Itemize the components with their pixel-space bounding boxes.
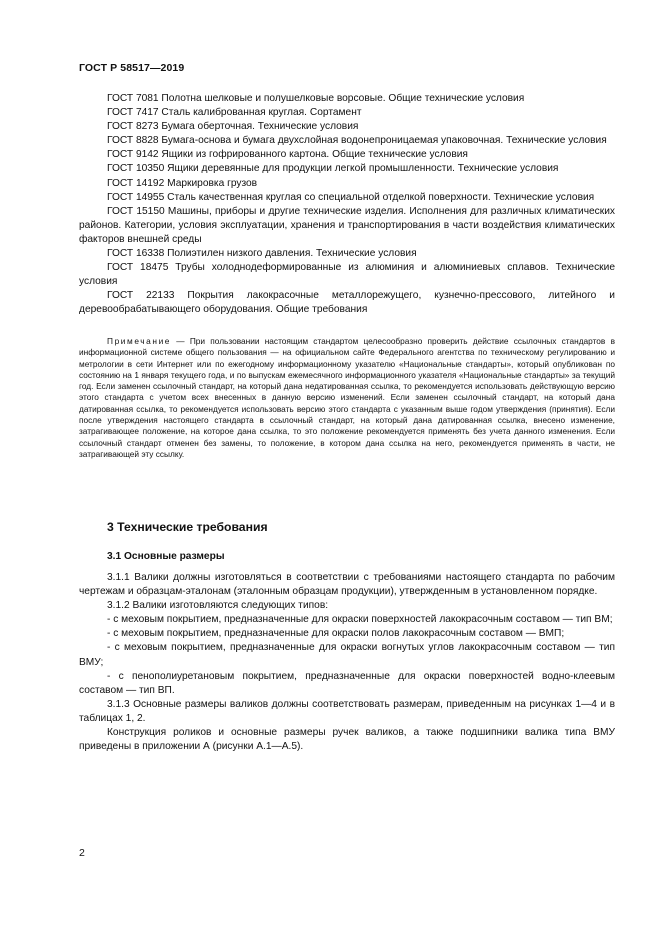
normative-references-list xyxy=(79,92,615,318)
reference-item: ГОСТ 18475 Трубы холоднодеформированные из алюминия и алюминиевых сплавов. Технические условия xyxy=(79,262,615,288)
body-paragraph: 3.1.2 Валики изготовляются следующих типов: xyxy=(107,600,329,612)
reference-item: ГОСТ 7081 Полотна шелковые и полушелковые ворсовые. Общие технические условия xyxy=(107,93,525,104)
list-item: - с меховым покрытием, предназначенные для окраски поверхностей лакокрасочным составом — тип ВМ; xyxy=(107,614,613,626)
note-label: Примечание xyxy=(107,336,172,346)
reference-item: ГОСТ 8828 Бумага-основа и бумага двухслойная водонепроницаемая упаковочная. Технические условия xyxy=(107,135,607,147)
reference-item: ГОСТ 7417 Сталь калиброванная круглая. Сортамент xyxy=(107,107,362,119)
list-item: - с меховым покрытием, предназначенные для окраски вогнутых углов лакокрасочным составом — тип ВМУ; xyxy=(79,642,615,668)
reference-item: ГОСТ 15150 Машины, приборы и другие технические изделия. Исполнения для различных климатических районов. Категории, условия эксплуатации, хранения и транспортирования в части воздействия климатических факторов внешней среды xyxy=(79,205,615,245)
reference-item: ГОСТ 22133 Покрытия лакокрасочные металлорежущего, кузнечно-прессового, литейного и деревообрабатывающего оборудования. Общие требования xyxy=(79,290,615,316)
reference-item: ГОСТ 8273 Бумага оберточная. Технические условия xyxy=(107,121,359,133)
reference-item: ГОСТ 14192 Маркировка грузов xyxy=(107,177,258,189)
body-paragraph: 3.1.3 Основные размеры валиков должны соответствовать размерам, приведенным на рисунках 1—4 и в таблицах 1, 2. xyxy=(79,698,615,724)
reference-item: ГОСТ 14955 Сталь качественная круглая со специальной отделкой поверхности. Технические условия xyxy=(107,191,595,203)
reference-note xyxy=(79,336,615,460)
standard-header: ГОСТ Р 58517—2019 xyxy=(79,62,185,74)
section-title: 3 Технические требования xyxy=(107,520,268,534)
reference-item: ГОСТ 16338 Полиэтилен низкого давления. Технические условия xyxy=(107,248,417,260)
page-number: 2 xyxy=(79,847,85,859)
section-body xyxy=(79,571,615,754)
reference-item: ГОСТ 9142 Ящики из гофрированного картона. Общие технические условия xyxy=(107,149,468,161)
subsection-title: 3.1 Основные размеры xyxy=(107,551,225,562)
list-item: - с пенополиуретановым покрытием, предназначенные для окраски поверхностей водно-клеевым составом — тип ВП. xyxy=(79,670,615,696)
body-paragraph: Конструкция роликов и основные размеры ручек валиков, а также подшипники валика типа ВМУ приведены в приложении А (рисунки А.1—А.5). xyxy=(79,727,615,753)
body-paragraph: 3.1.1 Валики должны изготовляться в соответствии с требованиями настоящего стандарта по рабочим чертежам и образцам-эталонам (эталонным образцам продукции), утвержденным в установленном порядке. xyxy=(79,572,615,598)
list-item: - с меховым покрытием, предназначенные для окраски полов лакокрасочным составом — ВМП; xyxy=(107,628,565,640)
note-paragraph xyxy=(79,336,615,460)
reference-item: ГОСТ 10350 Ящики деревянные для продукции легкой промышленности. Технические условия xyxy=(107,163,559,175)
note-text: — При пользовании настоящим стандартом целесообразно проверить действие ссылочных стандартов в информационной системе общего пользования — на официальном сайте Федерального агентства по техническому регулированию и метрологии в сети Интернет или по ежегодному информационному указателю «Национальные стандарты», который опубликован по состоянию на 1 января текущего года, и по выпускам ежемесячного информационного указателя «Национальные стандарты» за текущий год. Если заменен ссылочный стандарт, на который дана недатированная ссылка, то рекомендуется использовать действующую версию этого стандарта с учетом всех внесенных в данную версию изменений. Если заменен ссылочный стандарт, на который дана датированная ссылка, то рекомендуется использовать версию этого стандарта с указанным выше годом утверждения (принятия). Если после утверждения настоящего стандарта в ссылочный стандарт, на который дана датированная ссылка, внесено изменение, затрагивающее положение, на которое дана ссылка, то это положение рекомендуется применять без учета данного изменения. Если ссылочный стандарт отменен без замены, то положение, в котором дана ссылка на него, рекомендуется применять в части, не затрагивающей эту ссылку. xyxy=(79,336,615,459)
